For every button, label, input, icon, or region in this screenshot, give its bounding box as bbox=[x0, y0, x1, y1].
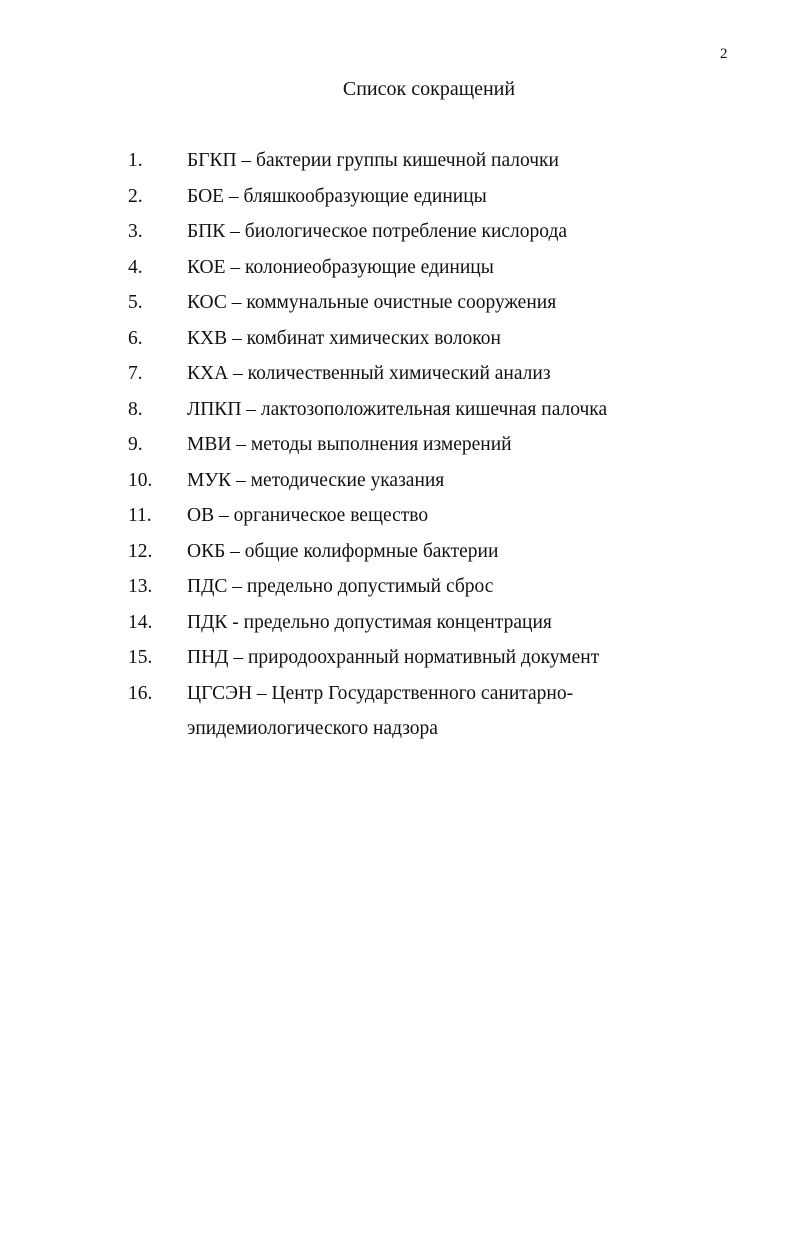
item-text: МУК – методические указания bbox=[187, 469, 445, 491]
item-text: КОС – коммунальные очистные сооружения bbox=[187, 292, 557, 313]
item-number: 15. bbox=[128, 647, 153, 668]
list-item bbox=[0, 288, 793, 324]
list-item bbox=[0, 643, 793, 679]
item-text: КХВ – комбинат химических волокон bbox=[187, 327, 501, 349]
item-text-continuation: эпидемиологического надзора bbox=[187, 718, 438, 739]
list-item bbox=[0, 395, 793, 431]
page-number: 2 bbox=[720, 46, 728, 62]
list-item bbox=[0, 608, 793, 644]
item-number: 10. bbox=[128, 469, 153, 491]
item-number: 3. bbox=[128, 221, 143, 242]
item-number: 16. bbox=[128, 682, 153, 704]
item-text: ЦГСЭН – Центр Государственного санитарно- bbox=[187, 682, 574, 704]
item-number: 9. bbox=[128, 434, 143, 455]
item-text: ЛПКП – лактозоположительная кишечная палочка bbox=[187, 398, 608, 420]
item-text: ОКБ – общие колиформные бактерии bbox=[187, 540, 499, 562]
item-number: 6. bbox=[128, 327, 143, 349]
item-number: 8. bbox=[128, 398, 143, 420]
item-text: МВИ – методы выполнения измерений bbox=[187, 434, 512, 455]
item-text: ПДК - предельно допустимая концентрация bbox=[187, 611, 552, 633]
item-text: БОЕ – бляшкообразующие единицы bbox=[187, 185, 487, 207]
list-item bbox=[0, 572, 793, 608]
list-item bbox=[0, 430, 793, 466]
item-number: 7. bbox=[128, 363, 143, 384]
list-item bbox=[0, 359, 793, 395]
item-number: 12. bbox=[128, 540, 153, 562]
list-item bbox=[0, 324, 793, 360]
list-item bbox=[0, 501, 793, 537]
item-number: 1. bbox=[128, 150, 143, 171]
item-text: ОВ – органическое вещество bbox=[187, 505, 429, 526]
list-item bbox=[0, 679, 793, 750]
list-item bbox=[0, 146, 793, 182]
item-number: 14. bbox=[128, 611, 153, 633]
list-item bbox=[0, 217, 793, 253]
item-text: КОЕ – колониеобразующие единицы bbox=[187, 256, 494, 278]
item-number: 11. bbox=[128, 505, 152, 526]
item-number: 2. bbox=[128, 185, 143, 207]
item-text: ПДС – предельно допустимый сброс bbox=[187, 576, 494, 597]
list-item bbox=[0, 253, 793, 289]
list-item bbox=[0, 537, 793, 573]
item-text: КХА – количественный химический анализ bbox=[187, 363, 551, 384]
list-item bbox=[0, 182, 793, 218]
item-number: 5. bbox=[128, 292, 143, 313]
item-text: БПК – биологическое потребление кислорода bbox=[187, 221, 568, 242]
abbreviation-list bbox=[0, 146, 793, 750]
item-number: 4. bbox=[128, 256, 143, 278]
item-text: ПНД – природоохранный нормативный документ bbox=[187, 647, 600, 668]
item-number: 13. bbox=[128, 576, 153, 597]
page-title: Список сокращений bbox=[342, 78, 516, 100]
list-item bbox=[0, 466, 793, 502]
item-text: БГКП – бактерии группы кишечной палочки bbox=[187, 150, 559, 171]
